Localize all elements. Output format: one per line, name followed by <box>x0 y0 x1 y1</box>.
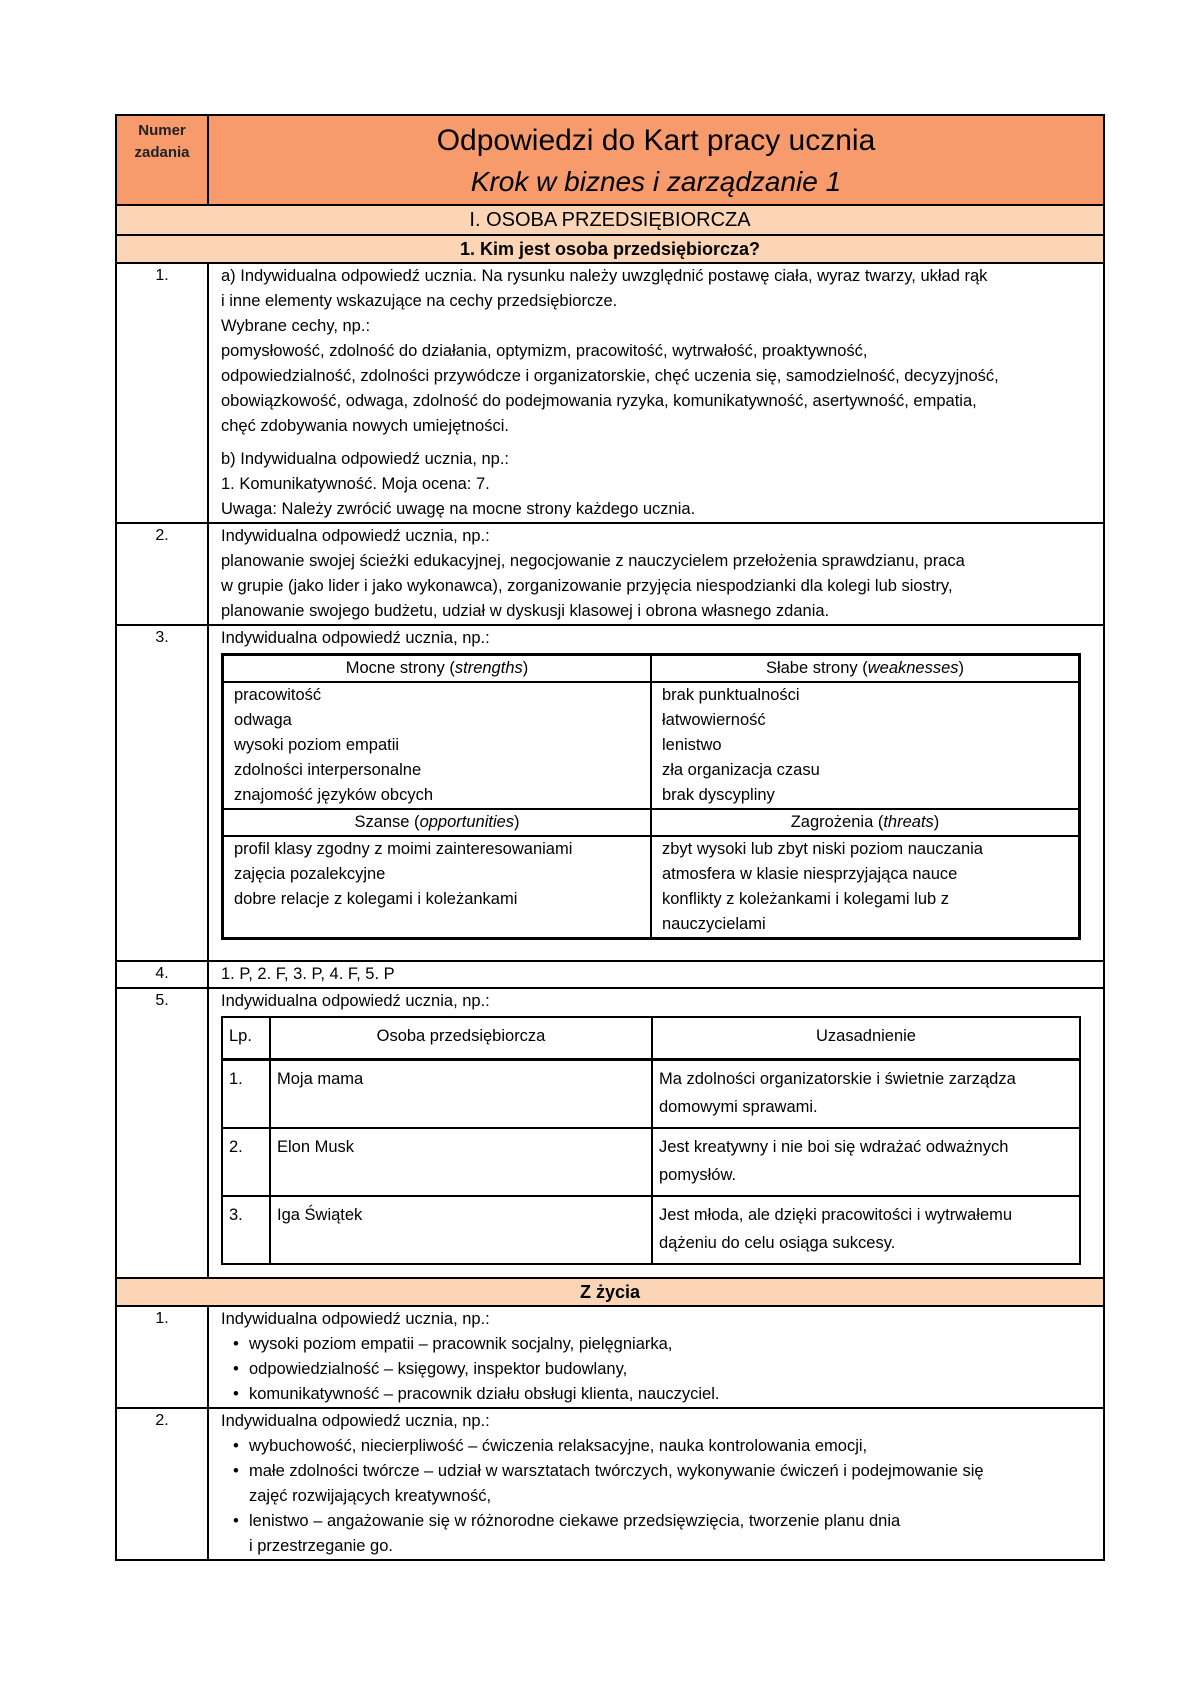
list-item: • wybuchowość, niecierpliwość – ćwiczenia relaksacyjne, nauka kontrolowania emocji, <box>249 1434 1093 1459</box>
answer-line: planowanie swojej ścieżki edukacyjnej, negocjowanie z nauczycielem przełożenia sprawdzianu, praca <box>221 552 965 570</box>
task-number: 1. <box>116 263 208 523</box>
swot-header-weaknesses: Słabe strony (weaknesses) <box>651 655 1080 683</box>
answer-line: w grupie (jako lider i jako wykonawca), zorganizowanie przyjęcia niespodzianki dla kolegi lub siostry, <box>221 577 953 595</box>
task-number: 1. <box>116 1306 208 1408</box>
answer-line: Uwaga: Należy zwrócić uwagę na mocne strony każdego ucznia. <box>221 500 696 518</box>
task-number: 3. <box>116 625 208 961</box>
list-item <box>249 1509 1093 1559</box>
list-item-line: lenistwo – angażowanie się w różnorodne ciekawe przedsięwzięcia, tworzenie planu dnia <box>249 1512 901 1530</box>
answer-line: chęć zdobywania nowych umiejętności. <box>221 417 509 435</box>
swot-opportunities-list <box>223 836 652 939</box>
task-answer <box>208 523 1104 625</box>
column-header-lp: Lp. <box>222 1017 270 1060</box>
answer-line: pomysłowość, zdolność do działania, optymizm, pracowitość, wytrwałość, proaktywność, <box>221 342 868 360</box>
swot-weaknesses-list <box>651 682 1080 809</box>
task-number: 2. <box>116 523 208 625</box>
row-person: Iga Świątek <box>270 1196 652 1264</box>
task-number-header <box>116 115 208 205</box>
table-row <box>222 1128 1080 1196</box>
swot-item: wysoki poziom empatii <box>234 736 400 754</box>
answer-line: Indywidualna odpowiedź ucznia, np.: <box>221 1310 490 1328</box>
task-answer <box>208 1408 1104 1560</box>
task-answer <box>208 263 1104 523</box>
answer-line: a) Indywidualna odpowiedź ucznia. Na rysunku należy uwzględnić postawę ciała, wyraz twarzy, układ rąk <box>221 267 988 285</box>
header-row <box>116 115 1104 205</box>
task-number-label-2: zadania <box>134 144 190 161</box>
document-title-cell <box>208 115 1104 205</box>
task-row-zz-1 <box>116 1306 1104 1408</box>
task-number-label-1: Numer <box>138 122 186 139</box>
swot-item: brak dyscypliny <box>662 786 775 804</box>
answers-table <box>115 114 1105 1561</box>
answer-line: Indywidualna odpowiedź ucznia, np.: <box>221 992 490 1010</box>
task-number: 5. <box>116 988 208 1278</box>
swot-header-opportunities: Szanse (opportunities) <box>223 809 652 836</box>
list-item-line: małe zdolności twórcze – udział w warsztatach twórczych, wykonywanie ćwiczeń i podejmowanie się <box>249 1462 984 1480</box>
swot-table <box>221 653 1081 940</box>
list-item <box>249 1459 1093 1509</box>
swot-item: znajomość języków obcych <box>234 786 433 804</box>
swot-item: odwaga <box>234 711 292 729</box>
list-item: • odpowiedzialność – księgowy, inspektor budowlany, <box>249 1357 1093 1382</box>
row-reason: Jest młoda, ale dzięki pracowitości i wytrwałemu dążeniu do celu osiąga sukcesy. <box>652 1196 1080 1264</box>
answer-line: Indywidualna odpowiedź ucznia, np.: <box>221 527 490 545</box>
answer-line: Wybrane cechy, np.: <box>221 317 371 335</box>
document-subtitle: Krok w biznes i zarządzanie 1 <box>470 166 842 197</box>
answer-line: Indywidualna odpowiedź ucznia, np.: <box>221 629 490 647</box>
subsection-row <box>116 235 1104 263</box>
swot-item: lenistwo <box>662 736 722 754</box>
list-item: • komunikatywność – pracownik działu obsługi klienta, nauczyciel. <box>249 1382 1093 1407</box>
bullet-list <box>221 1332 1093 1407</box>
answer-line: b) Indywidualna odpowiedź ucznia, np.: <box>221 450 510 468</box>
task-number: 4. <box>116 961 208 988</box>
table-row <box>222 1196 1080 1264</box>
answer-line: planowanie swojego budżetu, udział w dyskusji klasowej i obrona własnego zdania. <box>221 602 830 620</box>
row-reason: Ma zdolności organizatorskie i świetnie zarządza domowymi sprawami. <box>652 1060 1080 1129</box>
section-row <box>116 205 1104 235</box>
row-person: Elon Musk <box>270 1128 652 1196</box>
swot-item: zbyt wysoki lub zbyt niski poziom nauczania <box>662 840 983 858</box>
row-lp: 3. <box>222 1196 270 1264</box>
task-row-2 <box>116 523 1104 625</box>
swot-header-strengths: Mocne strony (strengths) <box>223 655 652 683</box>
list-item-line: i przestrzeganie go. <box>249 1537 393 1555</box>
table-row <box>222 1060 1080 1129</box>
task-answer <box>208 625 1104 961</box>
swot-item: zajęcia pozalekcyjne <box>234 865 386 883</box>
document-title: Odpowiedzi do Kart pracy ucznia <box>436 124 876 157</box>
answer-line: obowiązkowość, odwaga, zdolność do podejmowania ryzyka, komunikatywność, asertywność, empatia, <box>221 392 977 410</box>
entrepreneurs-table <box>221 1016 1081 1265</box>
list-item-line: zajęć rozwijających kreatywność, <box>249 1487 492 1505</box>
row-reason: Jest kreatywny i nie boi się wdrażać odważnych pomysłów. <box>652 1128 1080 1196</box>
row-lp: 2. <box>222 1128 270 1196</box>
column-header-reason: Uzasadnienie <box>652 1017 1080 1060</box>
task-row-1 <box>116 263 1104 523</box>
swot-threats-list <box>651 836 1080 939</box>
answer-line: 1. Komunikatywność. Moja ocena: 7. <box>221 475 490 493</box>
subsection-title-z-zycia: Z życia <box>116 1278 1104 1306</box>
swot-item: dobre relacje z kolegami i koleżankami <box>234 890 518 908</box>
swot-item: pracowitość <box>234 686 322 704</box>
task-row-5 <box>116 988 1104 1278</box>
list-item: • wysoki poziom empatii – pracownik socjalny, pielęgniarka, <box>249 1332 1093 1357</box>
task-row-zz-2 <box>116 1408 1104 1560</box>
row-lp: 1. <box>222 1060 270 1129</box>
task-answer <box>208 1306 1104 1408</box>
answer-line: i inne elementy wskazujące na cechy przedsiębiorcze. <box>221 292 618 310</box>
swot-item: łatwowierność <box>662 711 766 729</box>
task-row-3 <box>116 625 1104 961</box>
section-title: I. OSOBA PRZEDSIĘBIORCZA <box>116 205 1104 235</box>
swot-item: atmosfera w klasie niesprzyjająca nauce <box>662 865 958 883</box>
task-answer <box>208 988 1104 1278</box>
swot-item: profil klasy zgodny z moimi zainteresowaniami <box>234 840 573 858</box>
swot-strengths-list <box>223 682 652 809</box>
swot-item: nauczycielami <box>662 915 766 933</box>
swot-item: zdolności interpersonalne <box>234 761 422 779</box>
swot-item: brak punktualności <box>662 686 800 704</box>
answer-sheet <box>115 114 1105 1561</box>
task-row-4 <box>116 961 1104 988</box>
task-number: 2. <box>116 1408 208 1560</box>
subsection-row <box>116 1278 1104 1306</box>
swot-item: zła organizacja czasu <box>662 761 820 779</box>
answer-line: odpowiedzialność, zdolności przywódcze i organizatorskie, chęć uczenia się, samodzielność, decyzyjność, <box>221 367 999 385</box>
swot-item: konflikty z koleżankami i kolegami lub z <box>662 890 950 908</box>
swot-header-threats: Zagrożenia (threats) <box>651 809 1080 836</box>
answer-line: Indywidualna odpowiedź ucznia, np.: <box>221 1412 490 1430</box>
column-header-person: Osoba przedsiębiorcza <box>270 1017 652 1060</box>
subsection-title: 1. Kim jest osoba przedsiębiorcza? <box>116 235 1104 263</box>
bullet-list <box>221 1434 1093 1559</box>
row-person: Moja mama <box>270 1060 652 1129</box>
task-answer: 1. P, 2. F, 3. P, 4. F, 5. P <box>208 961 1104 988</box>
